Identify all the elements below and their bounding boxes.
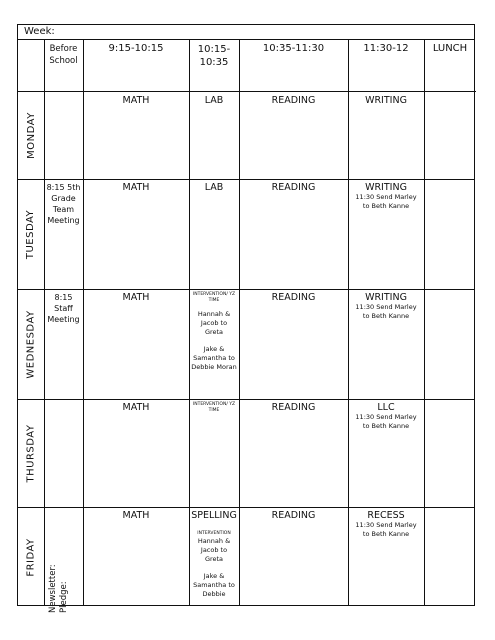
header-before-school: Before School: [44, 40, 83, 92]
thursday-slot-2-top: INTERVENTION/ YZ TIME: [192, 402, 236, 413]
friday-slot-2-note-2: Jake & Samantha to Debbie: [193, 572, 235, 598]
tuesday-slot-2: LAB: [204, 182, 224, 193]
monday-slot-1: MATH: [122, 95, 150, 106]
friday-pledge-label: Pledge:: [59, 581, 69, 613]
day-tuesday: TUESDAY: [25, 209, 37, 259]
header-lunch: LUNCH: [424, 40, 476, 92]
tuesday-slot-4-note: 11:30 Send Marley to Beth Kanne: [355, 193, 417, 210]
friday-slot-4: [348, 507, 424, 539]
thursday-slot-3: READING: [271, 402, 316, 413]
friday-before-school: [44, 507, 83, 613]
header-slot-4: 11:30-12: [348, 40, 424, 92]
header-slot-2: 10:15-10:35: [189, 40, 239, 92]
wednesday-slot-2-note-1: Hannah & Jacob to Greta: [197, 310, 231, 336]
tuesday-before-school: 8:15 5th Grade Team Meeting: [46, 183, 81, 225]
friday-slot-3: READING: [271, 510, 316, 521]
wednesday-slot-3: READING: [271, 292, 316, 303]
schedule-table: [17, 24, 475, 613]
monday-slot-3: READING: [271, 95, 316, 106]
wednesday-slot-1: MATH: [122, 292, 150, 303]
tuesday-slot-3: READING: [271, 182, 316, 193]
header-slot-1: 9:15-10:15: [83, 40, 189, 92]
day-thursday: THURSDAY: [25, 424, 37, 482]
day-wednesday: WEDNESDAY: [25, 309, 37, 379]
thursday-slot-4-title: LLC: [377, 402, 395, 413]
wednesday-slot-4: [348, 289, 424, 321]
monday-slot-4: WRITING: [365, 95, 407, 106]
tuesday-slot-4-title: WRITING: [365, 182, 407, 193]
thursday-slot-4-note: 11:30 Send Marley to Beth Kanne: [355, 413, 417, 430]
tuesday-slot-4: [348, 179, 424, 211]
monday-slot-2: LAB: [204, 95, 224, 106]
wednesday-slot-2: [189, 289, 239, 372]
day-monday: MONDAY: [25, 112, 37, 159]
week-label: Week:: [18, 25, 474, 40]
thursday-slot-4: [348, 399, 424, 431]
friday-slot-4-title: RECESS: [367, 510, 405, 521]
wednesday-slot-2-top: INTERVENTION/ YZ TIME: [192, 292, 236, 303]
day-friday: FRIDAY: [25, 537, 37, 577]
wednesday-before-school: 8:15 Staff Meeting: [47, 293, 80, 324]
friday-slot-2-title: SPELLING: [191, 510, 237, 521]
wednesday-slot-4-note: 11:30 Send Marley to Beth Kanne: [355, 303, 417, 320]
friday-slot-2: [189, 507, 239, 599]
grid-line: [424, 40, 425, 605]
friday-slot-2-small: INTERVENTION: [197, 531, 231, 536]
friday-slot-4-note: 11:30 Send Marley to Beth Kanne: [355, 521, 417, 538]
wednesday-slot-2-note-2: Jake & Samantha to Debbie Moran: [191, 345, 237, 371]
friday-newsletter-label: Newsletter:: [48, 564, 58, 613]
header-slot-3: 10:35-11:30: [239, 40, 348, 92]
thursday-slot-1: MATH: [122, 402, 150, 413]
friday-slot-2-note-1: Hannah & Jacob to Greta: [197, 537, 231, 563]
tuesday-slot-1: MATH: [122, 182, 150, 193]
thursday-slot-2: [189, 399, 239, 414]
friday-slot-1: MATH: [122, 510, 150, 521]
wednesday-slot-4-title: WRITING: [365, 292, 407, 303]
header-corner: [18, 40, 44, 92]
